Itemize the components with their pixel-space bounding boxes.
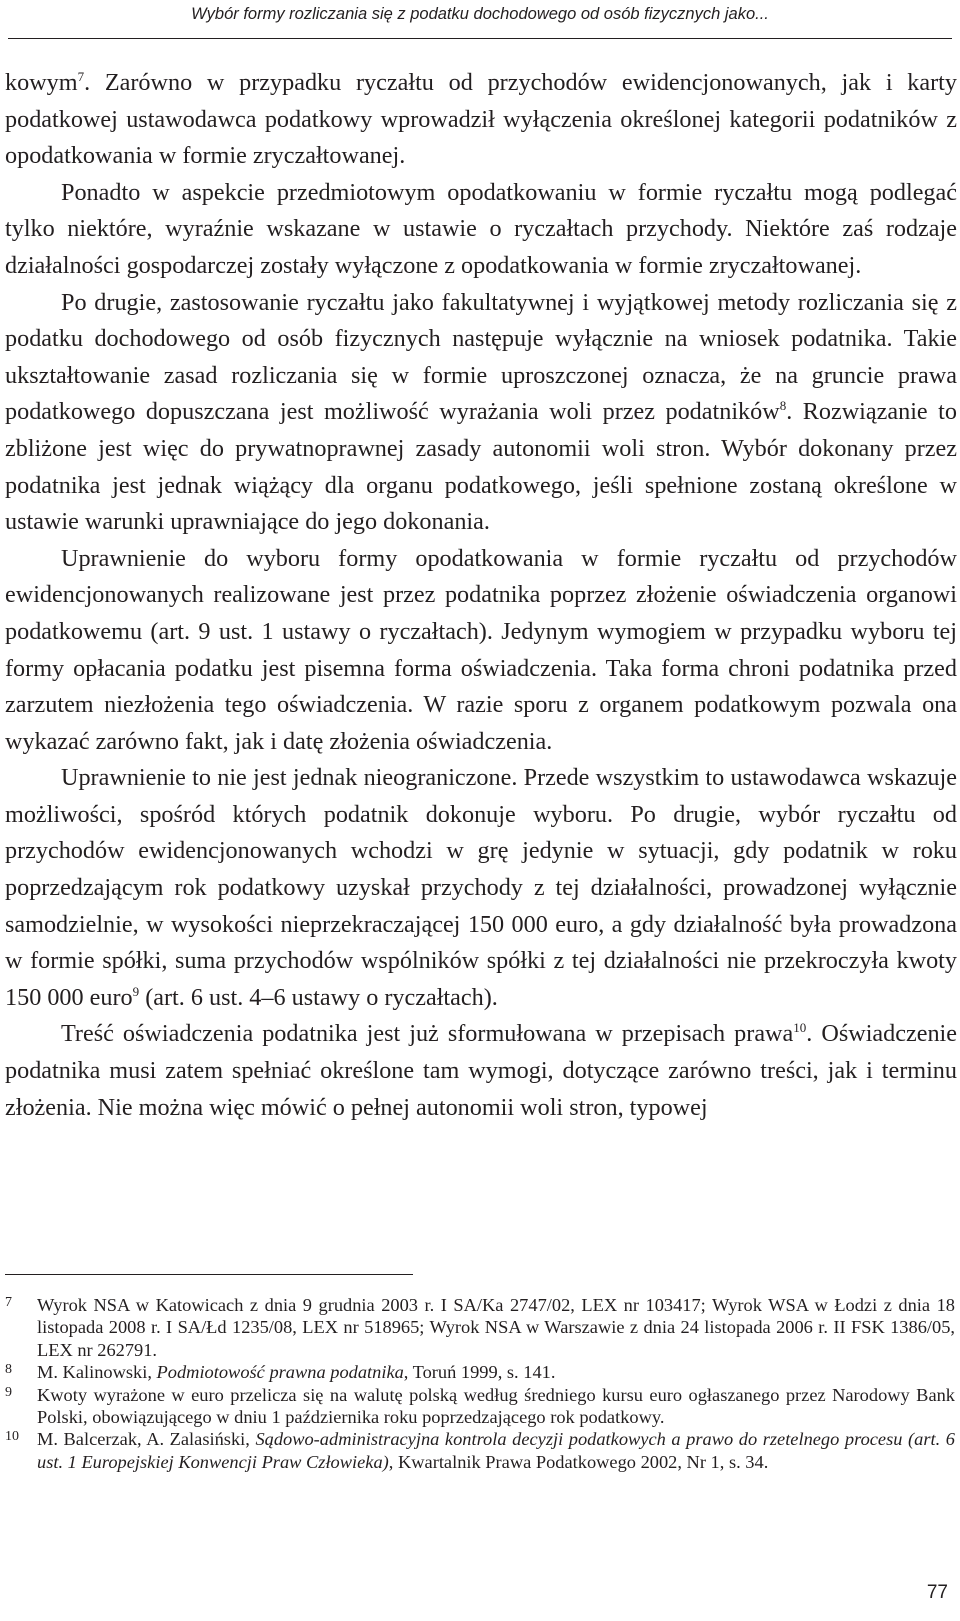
paragraph-text: kowym [5, 69, 78, 96]
footnote-number: 9 [5, 1384, 12, 1400]
footnote-rule [5, 1274, 413, 1275]
paragraph-text: Uprawnienie to nie jest jednak nieograniczone. Przede wszystkim to ustawodawca wskazuje możliwości, spośród których podatnik dokonuje wyboru. Po drugie, wybór ryczałtu od przychodów ewidencjonowanych wchodzi w grę jedynie w sytuacji, gdy podatnik w roku poprzedzającym rok podatkowy uzyskał przychody z tej działalności, prowadzonej wyłącznie samodzielnie, w wysokości nieprzekraczającej 150 000 euro, a gdy działalność była prowadzona w formie spółki, suma przychodów wspólników spółki z tej działalności nie przekroczyła kwoty 150 000 euro [5, 764, 957, 1011]
paragraph-6 [5, 1016, 957, 1126]
footnote-9 [5, 1384, 955, 1429]
footnote-ref-7[interactable]: 7 [77, 69, 85, 84]
paragraph-text: Uprawnienie do wyboru formy opodatkowania w formie ryczałtu od przychodów ewidencjonowanych realizowane jest przez podatnika poprzez złożenie oświadczenia organowi podatkowemu (art. 9 ust. 1 ustawy o ryczałtach). Jedynym wymogiem w przypadku wyboru tej formy opłacania podatku jest pisemna forma oświadczenia. Taka forma chroni podatnika przed zarzutem niezłożenia tego oświadczenia. W razie sporu z organem podatkowym pozwala ona wykazać zarówno fakt, jak i datę złożenia oświadczenia. [5, 544, 957, 755]
footnote-title: Podmiotowość prawna podatnika [156, 1362, 404, 1383]
footnote-8 [5, 1361, 955, 1383]
footnote-10 [5, 1428, 955, 1473]
body-text [5, 65, 957, 1126]
footnote-citation: , Kwartalnik Prawa Podatkowego 2002, Nr 1, s. 34. [388, 1451, 769, 1472]
running-header: Wybór formy rozliczania się z podatku dochodowego od osób fizycznych jako... [191, 5, 769, 23]
paragraph-5 [5, 760, 957, 1016]
footnote-number: 8 [5, 1362, 12, 1378]
footnote-number: 10 [5, 1429, 19, 1445]
footnote-number: 7 [5, 1295, 12, 1310]
paragraph-text: Po drugie, zastosowanie ryczałtu jako fakultatywnej i wyjątkowej metody rozliczania się z podatku dochodowego od osób fizycznych następuje wyłącznie na wniosek podatnika. Takie ukształtowanie zasad rozliczania się w formie uproszczonej oznacza, że na gruncie prawa podatkowego dopuszczana jest możliwość wyrażania woli przez podatników [5, 288, 957, 426]
footnote-ref-10[interactable]: 10 [793, 1020, 807, 1036]
paragraph-3 [5, 285, 957, 541]
paragraph-text: Ponadto w aspekcie przedmiotowym opodatkowaniu w formie ryczałtu mogą podlegać tylko niektóre, wyraźnie wskazane w ustawie o ryczałtach przychody. Niektóre zaś rodzaje działalności gospodarczej zostały wyłączone z opodatkowania w formie zryczałtowanej. [5, 178, 957, 279]
header-rule [8, 38, 952, 39]
page-number: 77 [926, 1582, 948, 1603]
footnote-text: Kwoty wyrażone w euro przelicza się na walutę polską według średniego kursu euro ogłaszanego przez Narodowy Bank Polski, obowiązującego w dniu 1 października roku poprzedzającego rok podatkowy. [37, 1384, 955, 1428]
paragraph-text: . Oświadczenie podatnika musi zatem spełniać określone tam wymogi, dotyczące zarówno treści, jak i terminu złożenia. Nie można więc mówić o pełnej autonomii woli stron, typowej [5, 1020, 957, 1121]
footnote-author: M. Kalinowski, [37, 1362, 157, 1383]
footnote-author: M. Balcerzak, A. Zalasiński, [37, 1429, 256, 1450]
footnote-citation: , Toruń 1999, s. 141. [403, 1362, 556, 1383]
footnote-7 [5, 1294, 955, 1361]
footnotes [5, 1294, 955, 1473]
paragraph-text: (art. 6 ust. 4–6 ustawy o ryczałtach). [139, 983, 498, 1011]
footnote-ref-9[interactable]: 9 [132, 983, 140, 999]
paragraph-4 [5, 541, 957, 761]
footnote-text [37, 1428, 955, 1473]
paragraph-text: Treść oświadczenia podatnika jest już sformułowana w przepisach prawa [61, 1020, 794, 1048]
paragraph-2 [5, 175, 957, 285]
footnote-text [37, 1361, 955, 1383]
paragraph-text: . Zarówno w przypadku ryczałtu od przychodów ewidencjonowanych, jak i karty podatkowej ustawodawca podatkowy wprowadził wyłączenia określonej kategorii podatników z opodatkowania w formie zryczałtowanej. [5, 69, 957, 170]
footnote-text: Wyrok NSA w Katowicach z dnia 9 grudnia 2003 r. I SA/Ka 2747/02, LEX nr 103417; Wyrok WSA w Łodzi z dnia 18 listopada 2008 r. I SA/Łd 1235/08, LEX nr 518965; Wyrok NSA w Warszawie z dnia 24 listopada 2006 r. II FSK 1386/05, LEX nr 262791. [37, 1295, 955, 1360]
footnote-title: Sądowo-administracyjna kontrola decyzji podatkowych a prawo do rzetelnego procesu (art. 6 ust. 1 Europejskiej Konwencji Praw Człowieka) [37, 1429, 955, 1472]
footnote-ref-8[interactable]: 8 [779, 398, 787, 414]
paragraph-text: . Rozwiązanie to zbliżone jest więc do prywatnoprawnej zasady autonomii woli stron. Wybór dokonany przez podatnika jest jednak wiążący dla organu podatkowego, jeśli spełnione zostaną określone w ustawie warunki uprawniające do jego dokonania. [5, 398, 957, 536]
paragraph-1 [5, 65, 957, 175]
